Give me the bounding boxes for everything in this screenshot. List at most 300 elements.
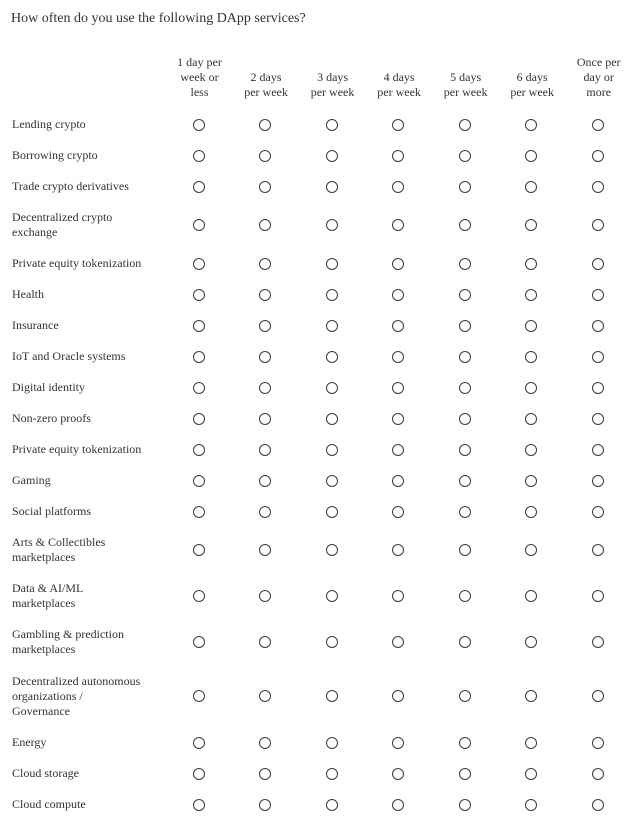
- radio-cell: [432, 573, 499, 619]
- radio-button[interactable]: [193, 590, 205, 602]
- radio-button[interactable]: [392, 737, 404, 749]
- radio-cell: [499, 202, 566, 248]
- radio-cell: [366, 496, 433, 527]
- radio-button[interactable]: [525, 320, 537, 332]
- radio-button[interactable]: [459, 150, 471, 162]
- radio-cell: [233, 310, 300, 341]
- radio-cell: [299, 758, 366, 789]
- radio-button[interactable]: [592, 150, 604, 162]
- radio-cell: [366, 434, 433, 465]
- radio-button[interactable]: [459, 475, 471, 487]
- column-header-line: per week: [244, 85, 288, 99]
- radio-cell: [565, 527, 632, 573]
- radio-button[interactable]: [193, 444, 205, 456]
- radio-button[interactable]: [392, 799, 404, 811]
- radio-button[interactable]: [193, 636, 205, 648]
- radio-cell: [233, 527, 300, 573]
- radio-button[interactable]: [592, 289, 604, 301]
- radio-cell: [366, 140, 433, 171]
- radio-button[interactable]: [525, 799, 537, 811]
- column-header-line: per week: [443, 85, 488, 99]
- radio-button[interactable]: [392, 258, 404, 270]
- row-label-line: Lending crypto: [12, 117, 86, 131]
- radio-button[interactable]: [592, 413, 604, 425]
- radio-button[interactable]: [459, 181, 471, 193]
- radio-cell: [299, 248, 366, 279]
- radio-button[interactable]: [259, 258, 271, 270]
- radio-button[interactable]: [459, 219, 471, 231]
- radio-cell: [565, 619, 632, 665]
- radio-button[interactable]: [592, 737, 604, 749]
- radio-button[interactable]: [326, 219, 338, 231]
- row-label-line: Governance: [12, 703, 70, 718]
- radio-button[interactable]: [259, 590, 271, 602]
- column-header-line: day or: [583, 70, 614, 84]
- radio-cell: [499, 140, 566, 171]
- row-label-line: Data & AI/ML: [12, 581, 84, 595]
- radio-button[interactable]: [326, 382, 338, 394]
- row-label-line: Energy: [12, 735, 47, 749]
- radio-cell: [166, 279, 233, 310]
- row-label-line: Decentralized crypto: [12, 210, 113, 224]
- radio-button[interactable]: [525, 590, 537, 602]
- radio-cell: [233, 496, 300, 527]
- row-label: [12, 279, 166, 310]
- radio-cell: [499, 310, 566, 341]
- matrix-row: [12, 279, 632, 310]
- radio-button[interactable]: [193, 320, 205, 332]
- radio-cell: [565, 758, 632, 789]
- radio-cell: [233, 758, 300, 789]
- radio-button[interactable]: [525, 737, 537, 749]
- radio-cell: [299, 434, 366, 465]
- row-label-line: Gambling & prediction: [12, 627, 124, 641]
- row-label: [12, 310, 166, 341]
- radio-cell: [366, 727, 433, 758]
- radio-button[interactable]: [392, 382, 404, 394]
- radio-button[interactable]: [326, 150, 338, 162]
- radio-button[interactable]: [326, 258, 338, 270]
- column-header-row: [12, 53, 632, 100]
- radio-cell: [233, 279, 300, 310]
- matrix-body: [12, 109, 632, 820]
- radio-button[interactable]: [459, 690, 471, 702]
- radio-button[interactable]: [459, 737, 471, 749]
- radio-button[interactable]: [525, 636, 537, 648]
- row-label-line: IoT and Oracle systems: [12, 349, 126, 363]
- radio-cell: [565, 279, 632, 310]
- column-header-line: 4 days: [383, 70, 415, 84]
- radio-button[interactable]: [525, 258, 537, 270]
- radio-cell: [565, 310, 632, 341]
- radio-button[interactable]: [326, 444, 338, 456]
- column-header-2: [233, 53, 300, 100]
- row-label: [12, 202, 166, 248]
- radio-cell: [299, 727, 366, 758]
- radio-cell: [299, 789, 366, 820]
- radio-cell: [233, 665, 300, 727]
- radio-button[interactable]: [193, 690, 205, 702]
- matrix-row: [12, 496, 632, 527]
- radio-cell: [366, 527, 433, 573]
- radio-button[interactable]: [525, 690, 537, 702]
- radio-button[interactable]: [459, 506, 471, 518]
- row-label: [12, 758, 166, 789]
- radio-cell: [565, 171, 632, 202]
- row-label-line: Decentralized autonomous: [12, 673, 141, 688]
- radio-button[interactable]: [459, 119, 471, 131]
- matrix-row: [12, 248, 632, 279]
- radio-cell: [366, 403, 433, 434]
- radio-button[interactable]: [193, 544, 205, 556]
- radio-cell: [299, 403, 366, 434]
- radio-button[interactable]: [326, 506, 338, 518]
- row-label: [12, 496, 166, 527]
- radio-cell: [166, 341, 233, 372]
- radio-cell: [299, 619, 366, 665]
- radio-button[interactable]: [392, 690, 404, 702]
- radio-button[interactable]: [525, 181, 537, 193]
- radio-cell: [432, 496, 499, 527]
- radio-button[interactable]: [392, 289, 404, 301]
- radio-button[interactable]: [326, 475, 338, 487]
- radio-button[interactable]: [392, 506, 404, 518]
- radio-cell: [233, 109, 300, 140]
- radio-cell: [499, 279, 566, 310]
- radio-button[interactable]: [392, 219, 404, 231]
- radio-cell: [499, 171, 566, 202]
- radio-button[interactable]: [326, 737, 338, 749]
- radio-cell: [565, 372, 632, 403]
- radio-button[interactable]: [326, 289, 338, 301]
- radio-cell: [499, 727, 566, 758]
- radio-button[interactable]: [259, 382, 271, 394]
- radio-button[interactable]: [592, 544, 604, 556]
- column-header-line: week or: [180, 70, 219, 84]
- radio-cell: [299, 573, 366, 619]
- radio-button[interactable]: [459, 768, 471, 780]
- radio-button[interactable]: [326, 544, 338, 556]
- row-label-line: Social platforms: [12, 504, 91, 518]
- matrix-row: [12, 619, 632, 665]
- radio-cell: [299, 372, 366, 403]
- radio-cell: [166, 727, 233, 758]
- radio-cell: [166, 465, 233, 496]
- radio-button[interactable]: [392, 413, 404, 425]
- radio-cell: [432, 758, 499, 789]
- radio-button[interactable]: [525, 413, 537, 425]
- radio-cell: [233, 465, 300, 496]
- row-label: [12, 109, 166, 140]
- radio-cell: [499, 665, 566, 727]
- radio-button[interactable]: [592, 690, 604, 702]
- radio-cell: [565, 727, 632, 758]
- radio-button[interactable]: [326, 768, 338, 780]
- radio-button[interactable]: [326, 413, 338, 425]
- radio-button[interactable]: [326, 181, 338, 193]
- radio-button[interactable]: [259, 768, 271, 780]
- matrix-row: [12, 202, 632, 248]
- radio-button[interactable]: [392, 181, 404, 193]
- radio-cell: [366, 665, 433, 727]
- row-label: [12, 248, 166, 279]
- radio-button[interactable]: [459, 444, 471, 456]
- radio-button[interactable]: [592, 320, 604, 332]
- radio-cell: [432, 372, 499, 403]
- column-header-line: per week: [310, 85, 355, 99]
- row-label-line: Borrowing crypto: [12, 148, 98, 162]
- radio-button[interactable]: [525, 475, 537, 487]
- radio-cell: [299, 202, 366, 248]
- radio-button[interactable]: [259, 219, 271, 231]
- radio-button[interactable]: [392, 320, 404, 332]
- radio-cell: [499, 758, 566, 789]
- column-header-1: [166, 53, 233, 100]
- radio-cell: [166, 171, 233, 202]
- radio-button[interactable]: [259, 475, 271, 487]
- radio-button[interactable]: [326, 690, 338, 702]
- radio-cell: [166, 140, 233, 171]
- radio-button[interactable]: [193, 351, 205, 363]
- radio-cell: [299, 527, 366, 573]
- radio-cell: [166, 403, 233, 434]
- column-header-line: 1 day per: [177, 55, 222, 69]
- row-label: [12, 573, 166, 619]
- radio-cell: [565, 573, 632, 619]
- radio-cell: [166, 573, 233, 619]
- radio-button[interactable]: [326, 636, 338, 648]
- radio-button[interactable]: [392, 590, 404, 602]
- radio-cell: [432, 619, 499, 665]
- radio-cell: [233, 372, 300, 403]
- radio-button[interactable]: [592, 475, 604, 487]
- radio-cell: [499, 789, 566, 820]
- radio-button[interactable]: [259, 737, 271, 749]
- radio-cell: [499, 496, 566, 527]
- radio-button[interactable]: [525, 219, 537, 231]
- radio-button[interactable]: [193, 475, 205, 487]
- radio-button[interactable]: [592, 258, 604, 270]
- radio-button[interactable]: [193, 382, 205, 394]
- radio-cell: [432, 171, 499, 202]
- matrix-row: [12, 109, 632, 140]
- radio-cell: [499, 403, 566, 434]
- radio-button[interactable]: [326, 590, 338, 602]
- radio-button[interactable]: [525, 544, 537, 556]
- radio-cell: [432, 789, 499, 820]
- row-label-line: Cloud storage: [12, 766, 79, 780]
- radio-cell: [166, 248, 233, 279]
- radio-button[interactable]: [525, 506, 537, 518]
- radio-button[interactable]: [259, 150, 271, 162]
- radio-cell: [166, 109, 233, 140]
- radio-button[interactable]: [459, 351, 471, 363]
- radio-cell: [432, 727, 499, 758]
- row-label-line: marketplaces: [12, 642, 76, 656]
- radio-button[interactable]: [259, 351, 271, 363]
- radio-cell: [565, 403, 632, 434]
- radio-button[interactable]: [525, 289, 537, 301]
- row-label-line: Private equity tokenization: [12, 256, 142, 270]
- radio-button[interactable]: [193, 181, 205, 193]
- radio-cell: [299, 465, 366, 496]
- row-label: [12, 789, 166, 820]
- radio-button[interactable]: [392, 768, 404, 780]
- radio-button[interactable]: [392, 475, 404, 487]
- row-label-line: marketplaces: [12, 550, 76, 564]
- row-label-line: Cloud compute: [12, 797, 86, 811]
- radio-button[interactable]: [459, 590, 471, 602]
- radio-button[interactable]: [193, 506, 205, 518]
- radio-button[interactable]: [459, 413, 471, 425]
- radio-button[interactable]: [459, 258, 471, 270]
- radio-button[interactable]: [193, 119, 205, 131]
- column-header-7: [565, 53, 632, 100]
- row-label: [12, 434, 166, 465]
- radio-cell: [233, 248, 300, 279]
- radio-cell: [432, 434, 499, 465]
- radio-button[interactable]: [392, 636, 404, 648]
- radio-cell: [299, 109, 366, 140]
- radio-button[interactable]: [193, 768, 205, 780]
- radio-cell: [299, 310, 366, 341]
- radio-button[interactable]: [193, 289, 205, 301]
- radio-button[interactable]: [259, 636, 271, 648]
- radio-button[interactable]: [259, 690, 271, 702]
- radio-cell: [565, 140, 632, 171]
- row-label: [12, 665, 166, 727]
- radio-button[interactable]: [459, 382, 471, 394]
- column-header-line: 2 days: [250, 70, 282, 84]
- radio-button[interactable]: [459, 289, 471, 301]
- radio-button[interactable]: [525, 382, 537, 394]
- row-label-line: marketplaces: [12, 596, 76, 610]
- radio-button[interactable]: [259, 289, 271, 301]
- radio-button[interactable]: [592, 506, 604, 518]
- radio-button[interactable]: [259, 544, 271, 556]
- radio-button[interactable]: [592, 444, 604, 456]
- matrix-row: [12, 140, 632, 171]
- column-header-line: per week: [510, 85, 554, 99]
- radio-cell: [499, 109, 566, 140]
- radio-button[interactable]: [592, 382, 604, 394]
- radio-button[interactable]: [592, 351, 604, 363]
- radio-button[interactable]: [459, 636, 471, 648]
- radio-button[interactable]: [193, 413, 205, 425]
- radio-button[interactable]: [392, 150, 404, 162]
- corner-cell: [12, 53, 166, 100]
- radio-cell: [499, 619, 566, 665]
- radio-cell: [499, 465, 566, 496]
- radio-button[interactable]: [392, 544, 404, 556]
- radio-cell: [233, 434, 300, 465]
- column-header-line: per week: [377, 85, 421, 99]
- radio-button[interactable]: [326, 799, 338, 811]
- radio-cell: [432, 248, 499, 279]
- radio-button[interactable]: [525, 444, 537, 456]
- radio-cell: [499, 434, 566, 465]
- radio-button[interactable]: [193, 737, 205, 749]
- radio-button[interactable]: [193, 258, 205, 270]
- matrix-row: [12, 727, 632, 758]
- radio-cell: [432, 665, 499, 727]
- radio-button[interactable]: [392, 351, 404, 363]
- radio-cell: [233, 341, 300, 372]
- radio-button[interactable]: [326, 119, 338, 131]
- radio-cell: [166, 789, 233, 820]
- radio-cell: [565, 789, 632, 820]
- radio-cell: [233, 727, 300, 758]
- radio-cell: [366, 310, 433, 341]
- radio-cell: [299, 171, 366, 202]
- radio-button[interactable]: [392, 119, 404, 131]
- radio-button[interactable]: [259, 119, 271, 131]
- radio-button[interactable]: [259, 444, 271, 456]
- radio-button[interactable]: [592, 590, 604, 602]
- radio-cell: [432, 279, 499, 310]
- matrix-row: [12, 403, 632, 434]
- radio-cell: [432, 202, 499, 248]
- radio-cell: [366, 202, 433, 248]
- radio-cell: [565, 109, 632, 140]
- radio-button[interactable]: [259, 799, 271, 811]
- radio-button[interactable]: [592, 636, 604, 648]
- row-label: [12, 403, 166, 434]
- column-header-line: less: [190, 85, 209, 99]
- radio-button[interactable]: [459, 544, 471, 556]
- radio-button[interactable]: [259, 506, 271, 518]
- radio-button[interactable]: [525, 768, 537, 780]
- radio-button[interactable]: [193, 150, 205, 162]
- radio-button[interactable]: [259, 320, 271, 332]
- radio-button[interactable]: [592, 799, 604, 811]
- radio-button[interactable]: [259, 413, 271, 425]
- row-label: [12, 341, 166, 372]
- radio-button[interactable]: [193, 219, 205, 231]
- radio-cell: [366, 789, 433, 820]
- row-label: [12, 372, 166, 403]
- radio-button[interactable]: [193, 799, 205, 811]
- matrix-row: [12, 527, 632, 573]
- radio-button[interactable]: [459, 799, 471, 811]
- radio-button[interactable]: [459, 320, 471, 332]
- radio-cell: [166, 527, 233, 573]
- matrix-row: [12, 372, 632, 403]
- radio-button[interactable]: [592, 768, 604, 780]
- radio-button[interactable]: [525, 119, 537, 131]
- radio-cell: [233, 789, 300, 820]
- question-text: How often do you use the following DApp services?: [11, 11, 306, 26]
- radio-button[interactable]: [592, 119, 604, 131]
- radio-button[interactable]: [525, 150, 537, 162]
- radio-button[interactable]: [326, 320, 338, 332]
- radio-button[interactable]: [525, 351, 537, 363]
- matrix-row: [12, 310, 632, 341]
- radio-button[interactable]: [326, 351, 338, 363]
- matrix-row: [12, 573, 632, 619]
- radio-cell: [166, 496, 233, 527]
- radio-button[interactable]: [592, 181, 604, 193]
- radio-cell: [432, 310, 499, 341]
- radio-button[interactable]: [592, 219, 604, 231]
- matrix-row: [12, 465, 632, 496]
- column-header-6: [499, 53, 566, 100]
- column-header-line: more: [586, 85, 612, 99]
- radio-button[interactable]: [259, 181, 271, 193]
- radio-button[interactable]: [392, 444, 404, 456]
- column-header-5: [432, 53, 499, 100]
- radio-cell: [432, 527, 499, 573]
